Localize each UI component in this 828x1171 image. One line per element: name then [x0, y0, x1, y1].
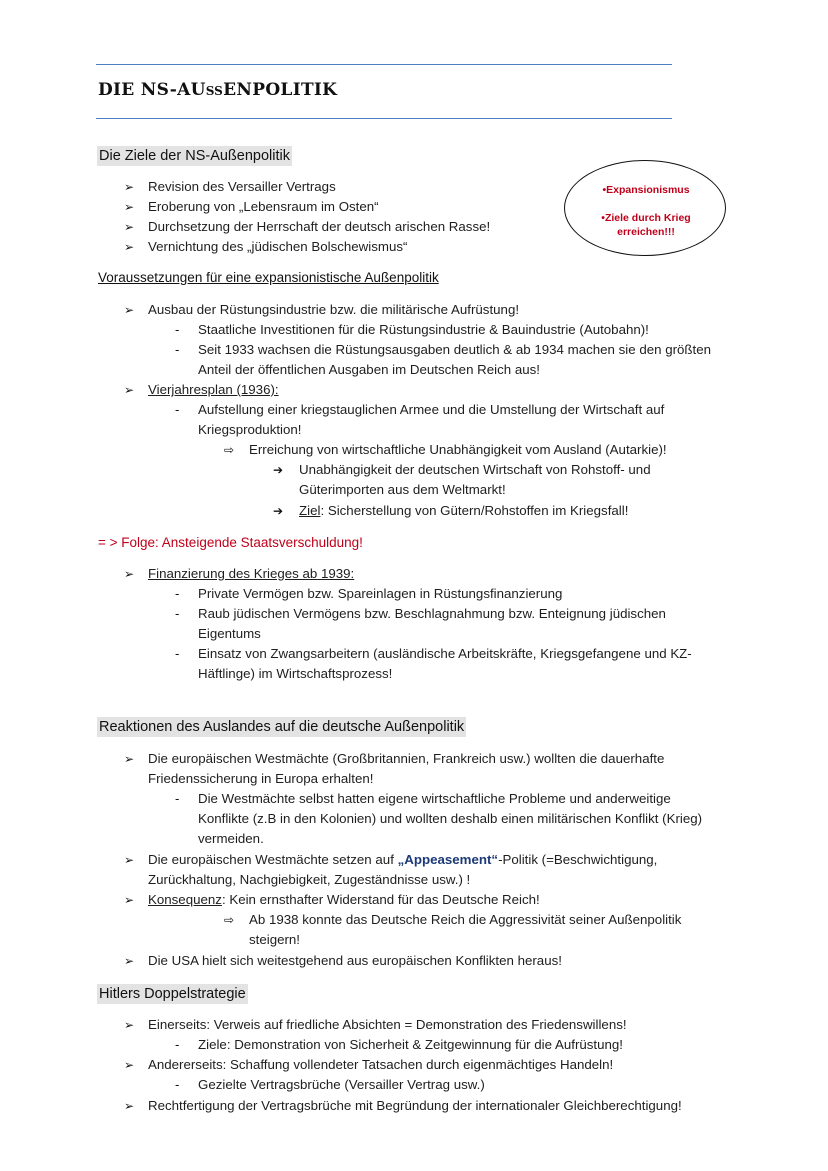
arrowhead-bullet-icon: ➢: [124, 893, 135, 907]
dash-bullet: -: [175, 1037, 180, 1052]
arrowhead-bullet-icon: ➢: [124, 303, 135, 317]
appeasement-term: „Appeasement“: [397, 852, 499, 867]
arrowhead-bullet-icon: ➢: [124, 383, 135, 397]
dash-bullet: -: [175, 1077, 180, 1092]
emphasis-item-cont: Güterimporten aus dem Weltmarkt!: [299, 482, 506, 497]
reaction-item-cont: Friedenssicherung in Europa erhalten!: [148, 771, 374, 786]
prereq-subitem-cont: Kriegsproduktion!: [198, 422, 302, 437]
conclusion-item: Erreichung von wirtschaftliche Unabhängigkeit vom Ausland (Autarkie)!: [249, 442, 667, 457]
finance-subitem: Raub jüdischen Vermögens bzw. Beschlagnahmung bzw. Enteignung jüdischen: [198, 606, 666, 621]
section-heading-reactions: Reaktionen des Auslandes auf die deutsche Außenpolitik: [99, 719, 465, 735]
prereq-item: Vierjahresplan (1936):: [148, 382, 279, 397]
emphasis-item: Unabhängigkeit der deutschen Wirtschaft von Rohstoff- und: [299, 462, 651, 477]
arrowhead-bullet-icon: ➢: [124, 1058, 135, 1072]
arrowhead-bullet-icon: ➢: [124, 1018, 135, 1032]
title-rule-bottom: [96, 118, 672, 119]
dash-bullet: -: [175, 586, 180, 601]
goal-item: Revision des Versailler Vertrags: [148, 179, 336, 194]
arrowhead-bullet-icon: ➢: [124, 200, 135, 214]
title-rule-top: [96, 64, 672, 65]
arrowhead-bullet-icon: ➢: [124, 567, 135, 581]
bold-arrow-icon: ➔: [273, 463, 284, 477]
document-title: DIE NS-AUßENPOLITIK: [98, 80, 338, 100]
section-heading-goals: Die Ziele der NS-Außenpolitik: [99, 148, 290, 164]
hollow-arrow-icon: ⇨: [224, 443, 235, 457]
finance-subitem: Private Vermögen bzw. Spareinlagen in Rüstungsfinanzierung: [198, 586, 563, 601]
strategy-item: Einerseits: Verweis auf friedliche Absichten = Demonstration des Friedenswillens!: [148, 1017, 627, 1032]
reaction-item: [148, 851, 657, 869]
oval-line: •Ziele durch Krieg: [601, 212, 691, 224]
arrowhead-bullet-icon: ➢: [124, 240, 135, 254]
summary-oval: [564, 160, 726, 256]
hollow-arrow-icon: ⇨: [224, 913, 235, 927]
prereq-item: Ausbau der Rüstungsindustrie bzw. die militärische Aufrüstung!: [148, 302, 520, 317]
prereq-subitem: Aufstellung einer kriegstauglichen Armee und die Umstellung der Wirtschaft auf: [198, 402, 665, 417]
section-heading-prerequisites: Voraussetzungen für eine expansionistische Außenpolitik: [98, 270, 439, 285]
prereq-subitem-cont: Anteil der öffentlichen Ausgaben im Deutschen Reich aus!: [198, 362, 540, 377]
oval-line: erreichen!!!: [617, 226, 675, 238]
appeasement-post: -Politik (=Beschwichtigung,: [498, 852, 658, 867]
dash-bullet: -: [175, 646, 180, 661]
strategy-item: Rechtfertigung der Vertragsbrüche mit Begründung der internationaler Gleichberechtigung!: [148, 1098, 682, 1113]
dash-bullet: -: [175, 342, 180, 357]
finance-subitem-cont: Häftlinge) im Wirtschaftsprozess!: [198, 666, 393, 681]
bold-arrow-icon: ➔: [273, 504, 284, 518]
oval-line: •Expansionismus: [602, 184, 690, 196]
finance-subitem: Einsatz von Zwangsarbeitern (ausländische Arbeitskräfte, Kriegsgefangene und KZ-: [198, 646, 692, 661]
arrowhead-bullet-icon: ➢: [124, 752, 135, 766]
conclusion-item-cont: steigern!: [249, 932, 300, 947]
consequence-label: Konsequenz: [148, 892, 222, 907]
reaction-item-cont: Zurückhaltung, Nachgiebigkeit, Zugeständnisse usw.) !: [148, 872, 471, 887]
conclusion-item: Ab 1938 konnte das Deutsche Reich die Aggressivität seiner Außenpolitik: [249, 912, 682, 927]
arrowhead-bullet-icon: ➢: [124, 1099, 135, 1113]
goal-text: : Sicherstellung von Gütern/Rohstoffen im Kriegsfall!: [320, 503, 629, 518]
appeasement-pre: Die europäischen Westmächte setzen auf: [148, 852, 398, 867]
prereq-subitem: Seit 1933 wachsen die Rüstungsausgaben deutlich & ab 1934 machen sie den größten: [198, 342, 712, 357]
strategy-item: Andererseits: Schaffung vollendeter Tatsachen durch eigenmächtiges Handeln!: [148, 1057, 614, 1072]
reaction-subitem-cont: Konflikte (z.B in den Kolonien) und wollten deshalb einen militärischen Konflikt (Krieg): [198, 811, 703, 826]
arrowhead-bullet-icon: ➢: [124, 180, 135, 194]
dash-bullet: -: [175, 791, 180, 806]
goal-item: Durchsetzung der Herrschaft der deutsch arischen Rasse!: [148, 219, 491, 234]
finance-subitem-cont: Eigentums: [198, 626, 261, 641]
consequence-text: : Kein ernsthafter Widerstand für das Deutsche Reich!: [221, 892, 540, 907]
strategy-subitem: Gezielte Vertragsbrüche (Versailler Vertrag usw.): [198, 1077, 485, 1092]
dash-bullet: -: [175, 322, 180, 337]
dash-bullet: -: [175, 402, 180, 417]
dash-bullet: -: [175, 606, 180, 621]
prereq-subitem: Staatliche Investitionen für die Rüstungsindustrie & Bauindustrie (Autobahn)!: [198, 322, 649, 337]
prereq-item: Finanzierung des Krieges ab 1939:: [148, 566, 355, 581]
goal-item: Vernichtung des „jüdischen Bolschewismus“: [148, 239, 408, 254]
arrowhead-bullet-icon: ➢: [124, 220, 135, 234]
goal-item: Eroberung von „Lebensraum im Osten“: [148, 199, 379, 214]
reaction-item: Die USA hielt sich weitestgehend aus europäischen Konflikten heraus!: [148, 953, 562, 968]
section-heading-double-strategy: Hitlers Doppelstrategie: [99, 986, 246, 1002]
strategy-subitem: Ziele: Demonstration von Sicherheit & Zeitgewinnung für die Aufrüstung!: [198, 1037, 623, 1052]
reaction-item: [148, 891, 540, 909]
arrowhead-bullet-icon: ➢: [124, 853, 135, 867]
arrowhead-bullet-icon: ➢: [124, 954, 135, 968]
goal-label: Ziel: [299, 503, 321, 518]
reaction-subitem: Die Westmächte selbst hatten eigene wirtschaftliche Probleme und anderweitige: [198, 791, 671, 806]
emphasis-item: [299, 502, 628, 520]
reaction-subitem-cont: vermeiden.: [198, 831, 264, 846]
consequence-line: = > Folge: Ansteigende Staatsverschuldung!: [98, 535, 363, 550]
reaction-item: Die europäischen Westmächte (Großbritannien, Frankreich usw.) wollten die dauerhafte: [148, 751, 665, 766]
